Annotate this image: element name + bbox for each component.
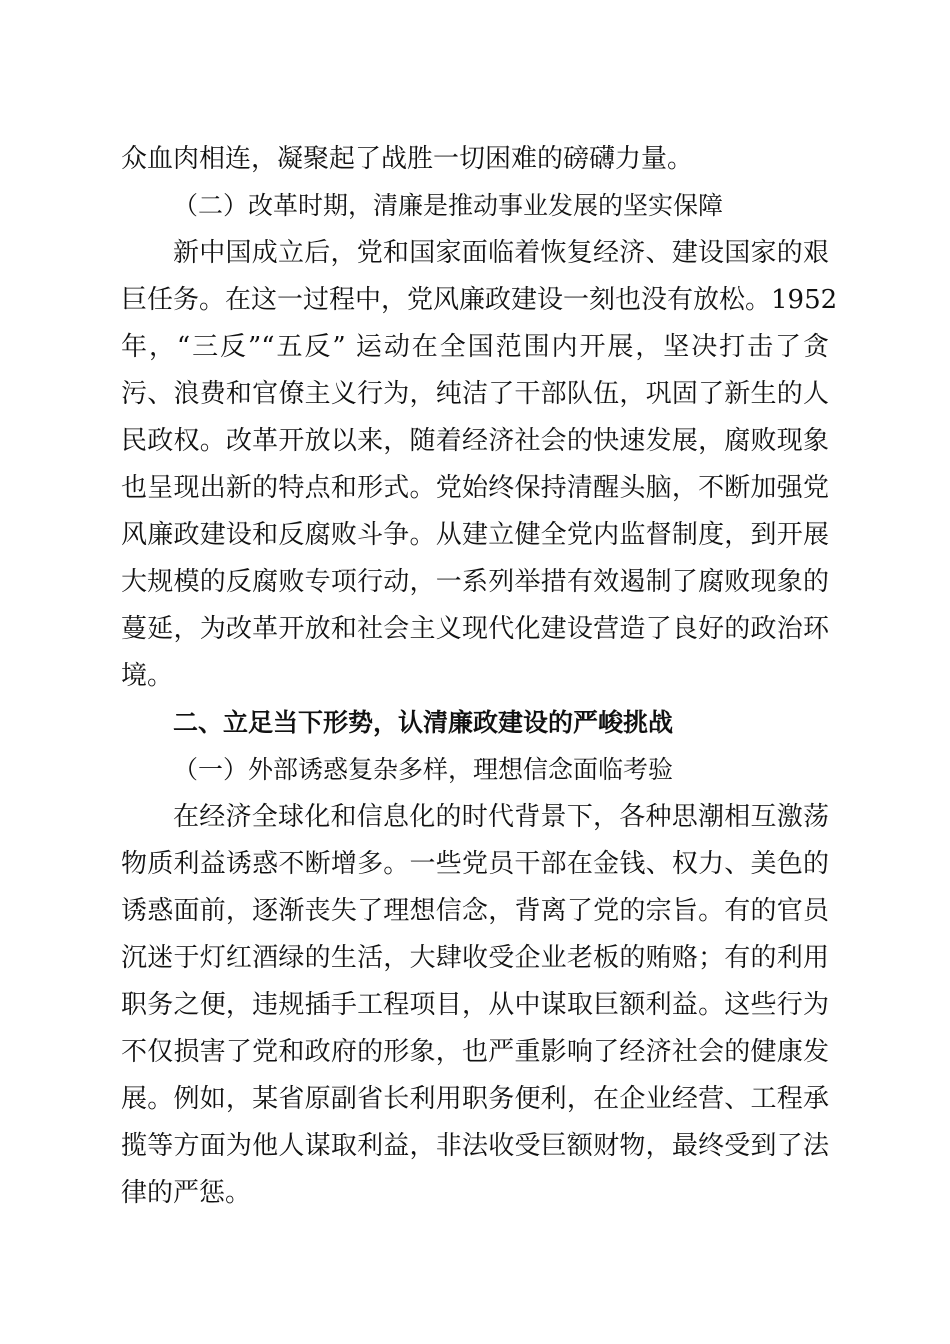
body-line: 职务之便，违规插手工程项目，从中谋取巨额利益。这些行为: [121, 990, 829, 1020]
body-line: 诱惑面前，逐渐丧失了理想信念，背离了党的宗旨。有的官员: [121, 896, 829, 926]
body-line: 蔓延，为改革开放和社会主义现代化建设营造了良好的政治环: [121, 614, 829, 644]
body-line: 展。例如，某省原副省长利用职务便利，在企业经营、工程承: [121, 1084, 829, 1114]
body-line: 也呈现出新的特点和形式。党始终保持清醒头脑，不断加强党: [121, 473, 829, 503]
body-line: 风廉政建设和反腐败斗争。从建立健全党内监督制度，到开展: [121, 520, 829, 550]
body-line: 沉迷于灯红酒绿的生活，大肆收受企业老板的贿赂；有的利用: [121, 943, 829, 973]
body-line: 污、浪费和官僚主义行为，纯洁了干部队伍，巩固了新生的人: [121, 379, 829, 409]
subsection-heading: （二）改革时期，清廉是推动事业发展的坚实保障: [173, 191, 724, 220]
body-line: 不仅损害了党和政府的形象，也严重影响了经济社会的健康发: [121, 1037, 829, 1067]
body-line: 众血肉相连，凝聚起了战胜一切困难的磅礴力量。: [121, 144, 694, 174]
body-line: 揽等方面为他人谋取利益，非法收受巨额财物，最终受到了法: [121, 1131, 829, 1161]
body-line: 年，“三反”“五反” 运动在全国范围内开展，坚决打击了贪: [121, 332, 829, 362]
body-line: 物质利益诱惑不断增多。一些党员干部在金钱、权力、美色的: [121, 849, 829, 879]
body-line: 律的严惩。: [121, 1178, 252, 1208]
body-line: 境。: [121, 661, 174, 691]
subsection-heading: （一）外部诱惑复杂多样，理想信念面临考验: [173, 755, 674, 784]
paragraph-first-line: 新中国成立后，党和国家面临着恢复经济、建设国家的艰: [173, 238, 829, 268]
section-heading: 二、立足当下形势，认清廉政建设的严峻挑战: [173, 708, 674, 737]
body-line: 大规模的反腐败专项行动，一系列举措有效遏制了腐败现象的: [121, 567, 829, 597]
paragraph-first-line: 在经济全球化和信息化的时代背景下，各种思潮相互激荡: [173, 802, 829, 832]
body-line: 巨任务。在这一过程中，党风廉政建设一刻也没有放松。1952: [121, 285, 838, 315]
body-line: 民政权。改革开放以来，随着经济社会的快速发展，腐败现象: [121, 426, 829, 456]
